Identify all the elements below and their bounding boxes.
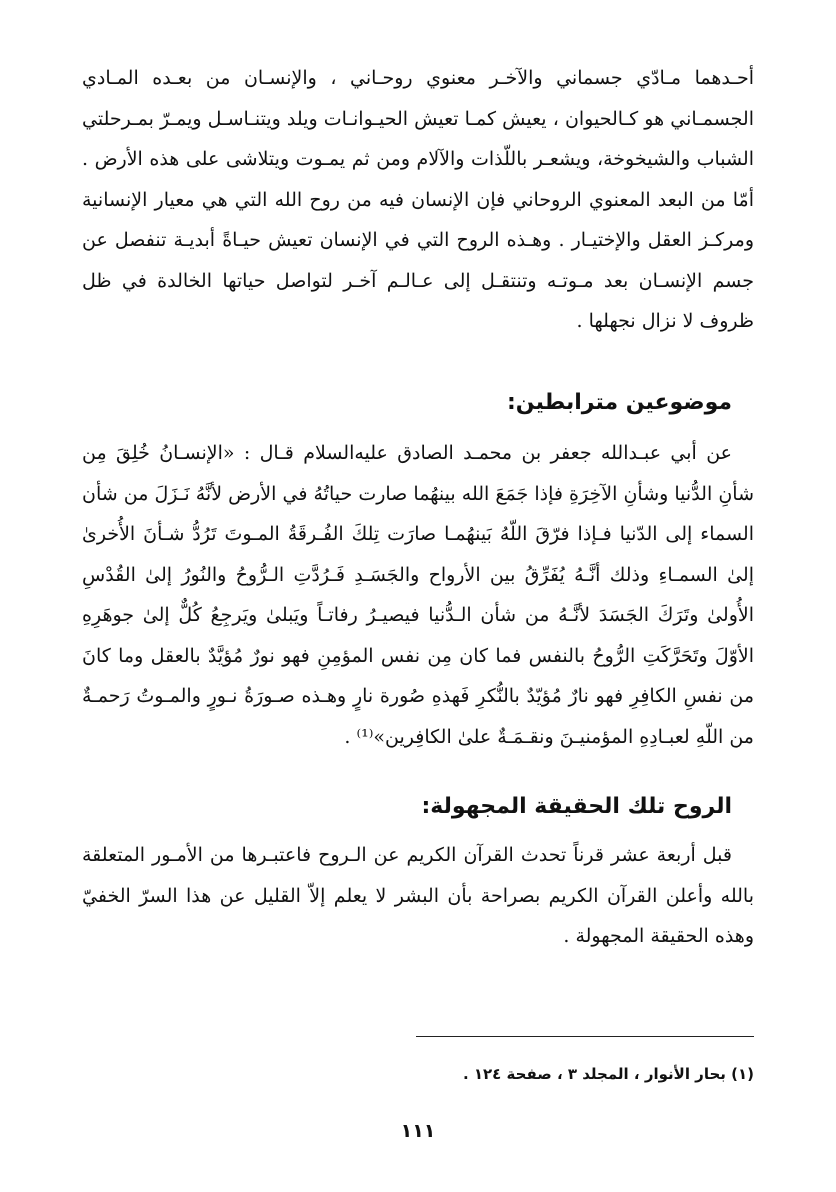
intro-block	[82, 58, 754, 363]
page-number: ١١١	[400, 1120, 436, 1142]
intro-paragraph: أحـدهما مـادّي جسماني والآخـر معنوي روحـاني ، والإنسـان من بعـده المـادي الجسمـاني هو كـالحيوان ، يعيش كمـا تعيش الحيـوانـات ويلد ويتنـاسـل ويمـرّ بمـرحلتي الشباب والشيخوخة، ويشعـر باللّذات والآلام ومن ثم يمـوت ويتلاشى على هذه الأرض . أمّا من البعد المعنوي الروحاني فإن الإنسان فيه من روح الله التي هي معيار الإنسانية ومركـز العقل والإختيـار . وهـذه الروح التي في الإنسان تعيش حيـاةً أبديـة تنفصل عن جسم الإنسـان بعد مـوتـه وتنتقـل إلى عـالـم آخـر لتواصل حياتها الخالدة في ظل ظروف لا نزال نجهلها .	[82, 67, 754, 332]
section-heading-spirit: الروح تلك الحقيقة المجهولة:	[421, 794, 732, 819]
section-heading-related-topics: موضوعين مترابطين:	[506, 390, 732, 415]
footnote-divider	[416, 1036, 754, 1037]
footnote: (١) بحار الأنوار ، المجلد ٣ ، صفحة ١٢٤ .	[462, 1065, 754, 1083]
page-body	[82, 58, 754, 957]
hadith-paragraph: عن أبي عبـدالله جعفر بن محمـد الصادق عليه‌السلام قـال : «الإنسـانُ خُلِقَ مِن شأنِ الدُّنيا وشأنِ الآخِرَةِ فإذا جَمَعَ الله بينهُما صارت حياتُهُ في الأرض لأنَّهُ نَـزَلَ من شأن السماء إلى الدّنيا فـإذا فرّقَ اللّهُ بَينهُمـا صارَت تِلكَ الفُـرقَةُ المـوتَ تَرُدُّ شـأنَ الأُخرىٰ إلىٰ السمـاءِ وذلك أنَّـهُ يُفَرِّقُ بين الأرواح والجَسَـدِ فَـرُدَّتِ الـرُّوحُ والنُورُ إلىٰ القُدْسِ الأُولىٰ وتَرَكَ الجَسَدَ لأنَّـهُ من شأن الـدُّنيا فيصيـرُ رفاتـاً ويَبلىٰ ويَرجِعُ كُلٌّ إلىٰ جوهَرِهِ الأوّلَ وتَحَرَّكَتِ الرُّوحُ بالنفس فما كان مِن نفس المؤمِنِ فهو نورٌ مُؤيَّدٌ بالعقل وما كانَ من نفسِ الكافِرِ فهو نارٌ مُؤيّدٌ بالنُّكرِ فَهذهِ صُورة نارٍ وهـذه صـورَةُ نـورٍ والمـوتُ رَحمـةٌ من اللّهِ لعبـادِهِ المؤمنيـنَ ونقـمَـةٌ علىٰ الكافِرين»⁽¹⁾ .	[82, 442, 754, 748]
spirit-paragraph: قبل أربعة عشر قرناً تحدث القرآن الكريم عن الـروح فاعتبـرها من الأمـور المتعلقة بالله وأعلن القرآن الكريم بصراحة بأن البشر لا يعلم إلاّ القليل عن هذا السرّ الخفيّ وهذه الحقيقة المجهولة .	[82, 844, 754, 947]
